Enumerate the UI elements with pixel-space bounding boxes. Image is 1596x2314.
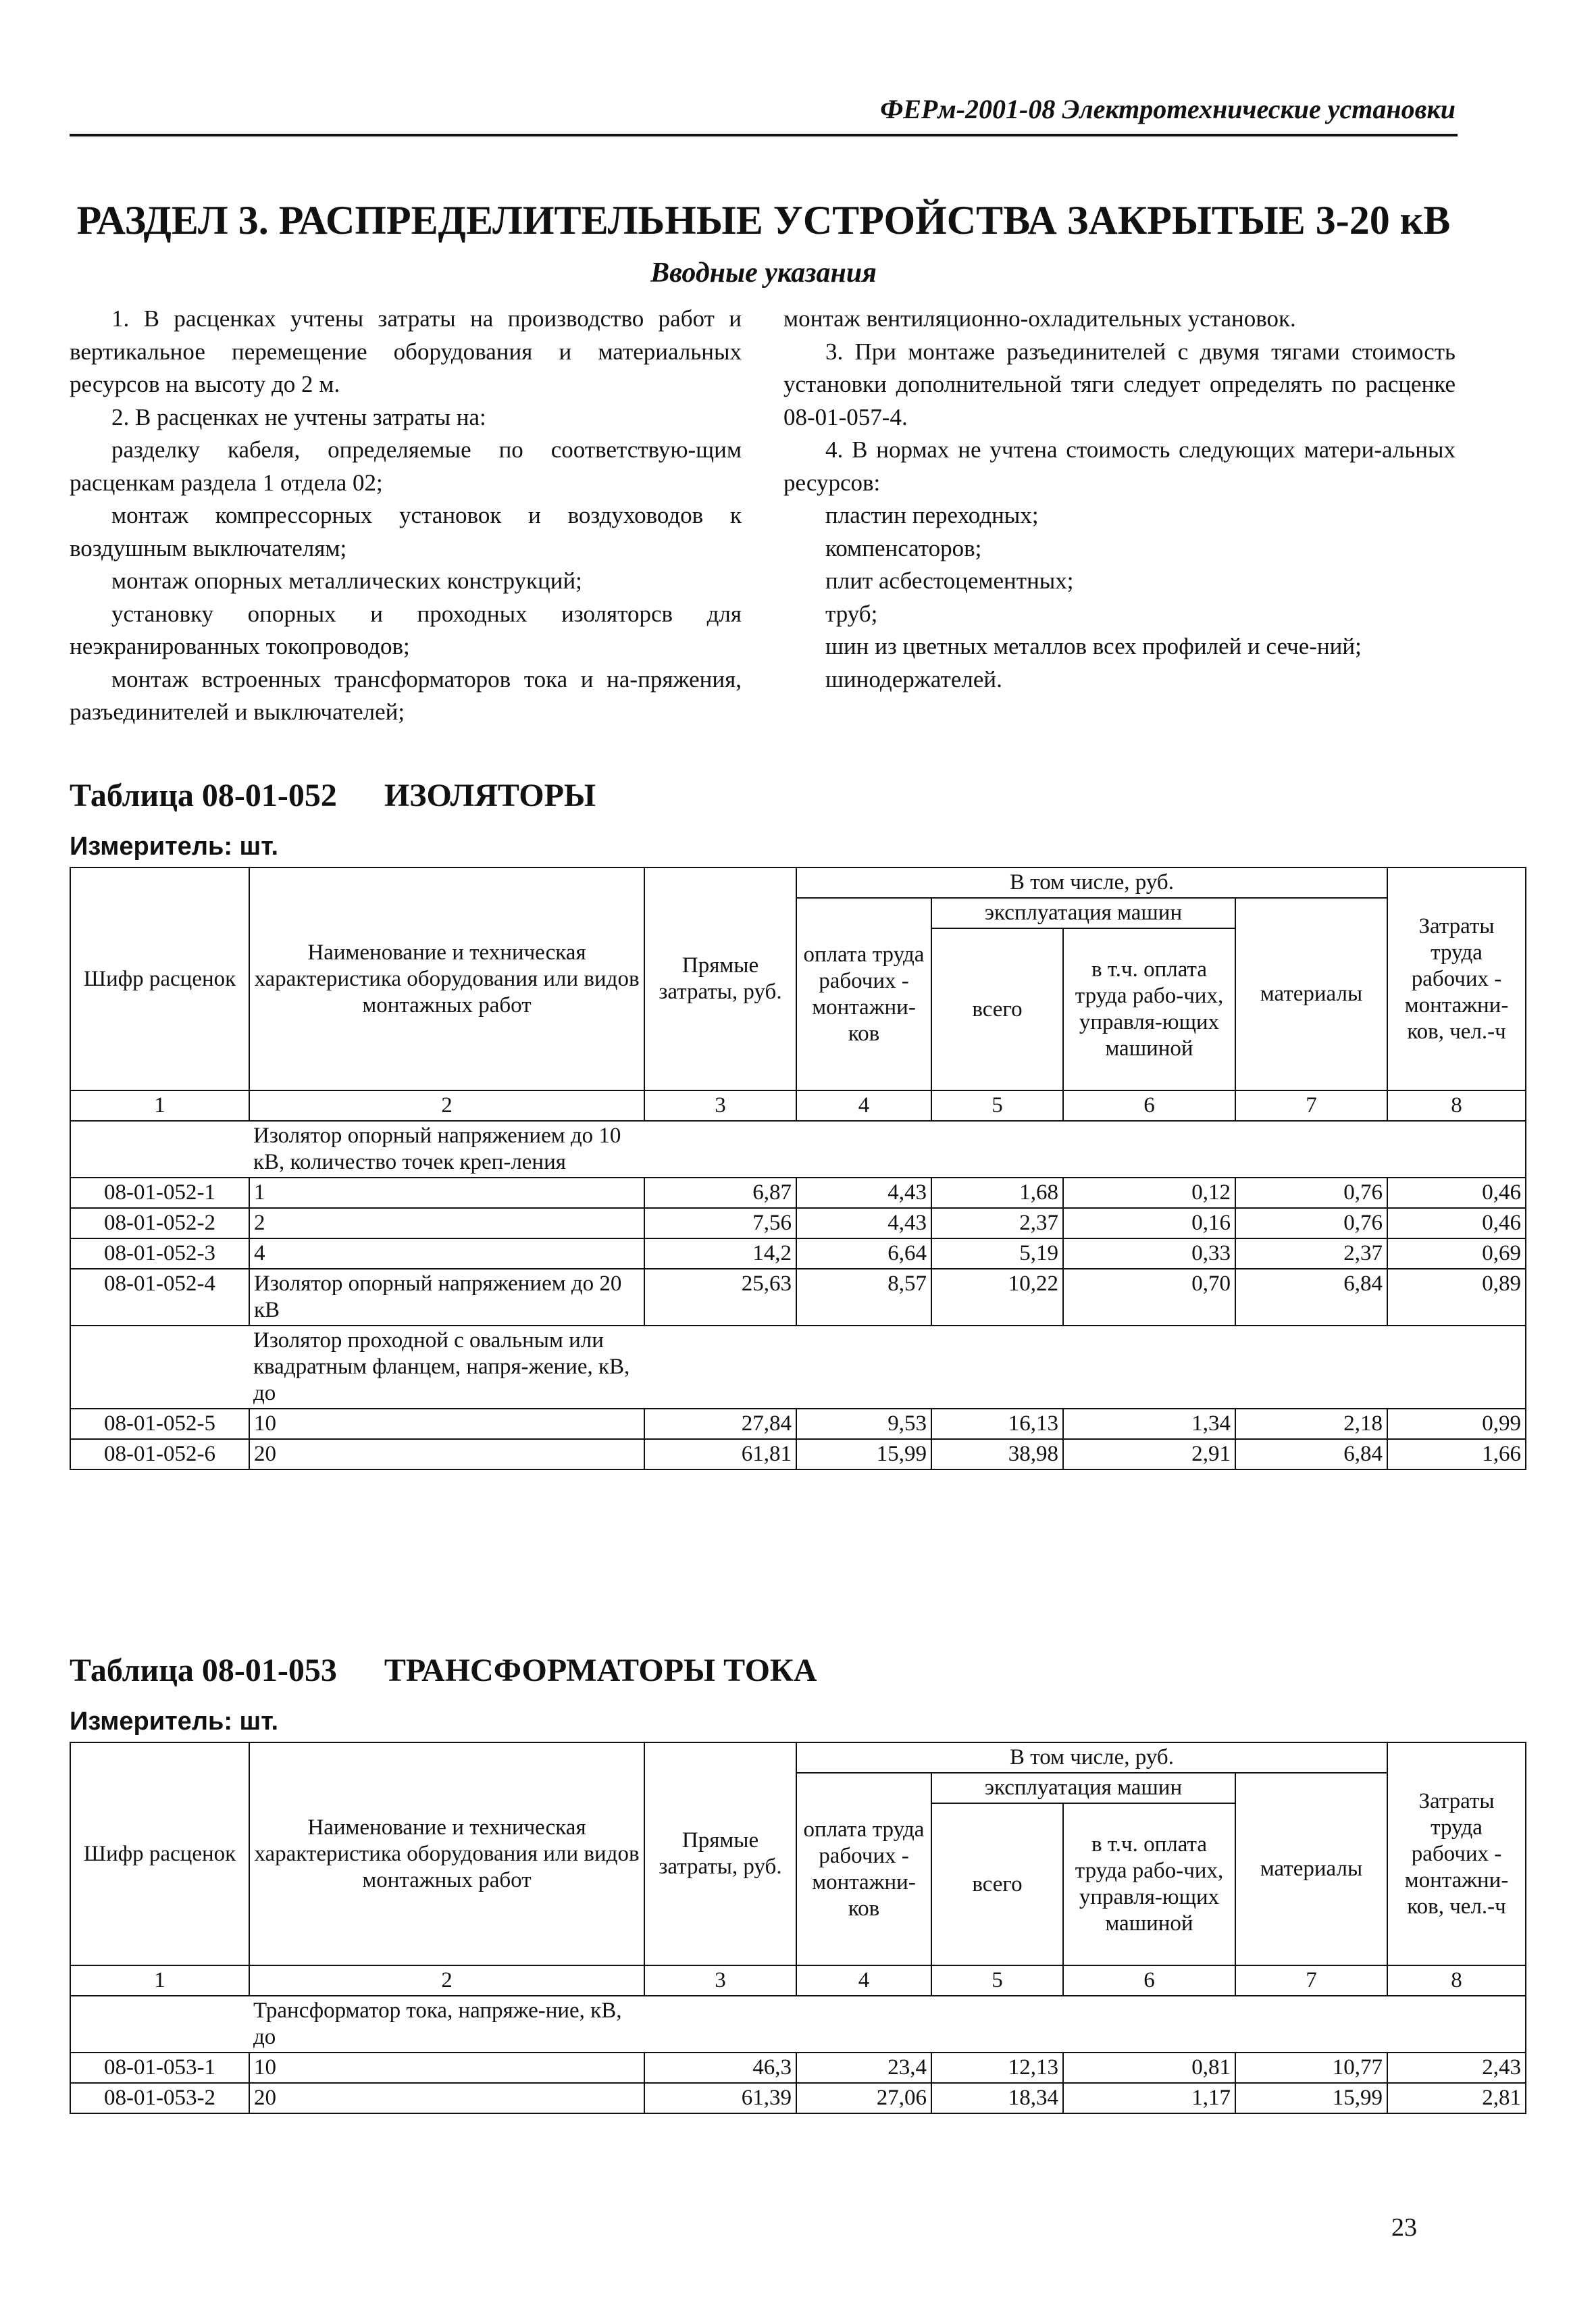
materials-cost: 0,76 xyxy=(1235,1178,1387,1208)
machines-cost: 10,22 xyxy=(931,1269,1063,1326)
intro-paragraph: монтаж опорных металлических конструкций; xyxy=(111,568,582,594)
table-row xyxy=(70,1409,1526,1439)
materials-cost: 6,84 xyxy=(1235,1269,1387,1326)
col-header-code: Шифр расценок xyxy=(70,867,249,1090)
direct-cost: 27,84 xyxy=(644,1409,796,1439)
operator-wages-cost: 1,17 xyxy=(1063,2083,1235,2113)
rate-name: 1 xyxy=(249,1178,644,1208)
group-text: Изолятор опорный напряжением до 10 кВ, количество точек креп-ления xyxy=(253,1124,621,1174)
col-header-name: Наименование и техническая характеристика оборудования или видов монтажных работ xyxy=(249,867,644,1090)
intro-paragraph: монтаж встроенных трансформаторов тока и на-пряжения, разъединителей и выключателей; xyxy=(70,665,742,725)
wages-cost: 27,06 xyxy=(796,2083,931,2113)
labor-hours: 0,99 xyxy=(1387,1409,1526,1439)
column-index: 6 xyxy=(1063,1090,1235,1121)
rate-code: 08-01-052-3 xyxy=(70,1238,249,1269)
materials-cost: 15,99 xyxy=(1235,2083,1387,2113)
intro-paragraph: плит асбестоцементных; xyxy=(825,568,1074,594)
col-header-materials: материалы xyxy=(1235,898,1387,1090)
column-index: 3 xyxy=(644,1090,796,1121)
column-index: 1 xyxy=(70,1965,249,1996)
materials-cost: 2,37 xyxy=(1235,1238,1387,1269)
table-row xyxy=(70,1178,1526,1208)
column-index: 2 xyxy=(249,1965,644,1996)
intro-paragraph: шинодержателей. xyxy=(825,665,1002,693)
column-index: 8 xyxy=(1387,1090,1526,1121)
labor-hours: 2,43 xyxy=(1387,2053,1526,2083)
operator-wages-cost: 0,33 xyxy=(1063,1238,1235,1269)
col-header-code: Шифр расценок xyxy=(70,1742,249,1965)
col-header-machines: эксплуатация машин xyxy=(931,898,1235,928)
wages-cost: 4,43 xyxy=(796,1178,931,1208)
group-text: Изолятор проходной с овальным или квадратным фланцем, напря-жение, кВ, до xyxy=(253,1328,630,1405)
labor-hours: 1,66 xyxy=(1387,1439,1526,1469)
rate-name: 10 xyxy=(249,2053,644,2083)
col-header-operator-wages: в т.ч. оплата труда рабо-чих, управля-ющих машиной xyxy=(1063,928,1235,1090)
table-number: Таблица 08-01-053 xyxy=(70,1653,337,1688)
operator-wages-cost: 1,34 xyxy=(1063,1409,1235,1439)
intro-paragraph: шин из цветных металлов всех профилей и сече-ний; xyxy=(825,633,1362,659)
machines-cost: 2,37 xyxy=(931,1208,1063,1238)
column-index: 1 xyxy=(70,1090,249,1121)
rates-table-insulators xyxy=(70,867,1526,1470)
intro-paragraph: пластин переходных; xyxy=(825,502,1039,528)
col-header-direct: Прямые затраты, руб. xyxy=(644,1742,796,1965)
intro-paragraph: установку опорных и проходных изоляторсв для неэкранированных токопроводов; xyxy=(70,600,742,659)
direct-cost: 7,56 xyxy=(644,1208,796,1238)
column-index: 8 xyxy=(1387,1965,1526,1996)
machines-cost: 18,34 xyxy=(931,2083,1063,2113)
intro-paragraph: разделку кабеля, определяемые по соответствую-щим расценкам раздела 1 отдела 02; xyxy=(70,436,742,496)
operator-wages-cost: 2,91 xyxy=(1063,1439,1235,1469)
column-index: 4 xyxy=(796,1090,931,1121)
col-header-materials: материалы xyxy=(1235,1773,1387,1965)
group-label xyxy=(249,1121,1526,1178)
wages-cost: 9,53 xyxy=(796,1409,931,1439)
intro-paragraph: 4. В нормах не учтена стоимость следующих матери-альных ресурсов: xyxy=(783,436,1456,496)
rate-code: 08-01-052-4 xyxy=(70,1269,249,1326)
col-header-machines: эксплуатация машин xyxy=(931,1773,1235,1803)
intro-paragraph: 1. В расценках учтены затраты на производство работ и вертикальное перемещение оборудования и материальных ресурсов на высоту до 2 м. xyxy=(70,305,742,397)
table-title xyxy=(70,1652,817,1689)
group-row xyxy=(70,1326,1526,1409)
materials-cost: 0,76 xyxy=(1235,1208,1387,1238)
rate-name: 4 xyxy=(249,1238,644,1269)
rate-name: Изолятор опорный напряжением до 20 кВ xyxy=(249,1269,644,1326)
labor-hours: 0,46 xyxy=(1387,1208,1526,1238)
materials-cost: 6,84 xyxy=(1235,1439,1387,1469)
labor-hours: 2,81 xyxy=(1387,2083,1526,2113)
page-number: 23 xyxy=(1391,2213,1417,2242)
group-row xyxy=(70,1996,1526,2053)
column-index: 7 xyxy=(1235,1965,1387,1996)
col-header-wages: оплата труда рабочих - монтажни-ков xyxy=(796,898,931,1090)
table-measure: Измеритель: шт. xyxy=(70,1707,279,1736)
table-measure: Измеритель: шт. xyxy=(70,832,279,861)
table-row xyxy=(70,2083,1526,2113)
labor-hours: 0,69 xyxy=(1387,1238,1526,1269)
direct-cost: 61,81 xyxy=(644,1439,796,1469)
wages-cost: 15,99 xyxy=(796,1439,931,1469)
rate-name: 20 xyxy=(249,2083,644,2113)
operator-wages-cost: 0,70 xyxy=(1063,1269,1235,1326)
table-name: ТРАНСФОРМАТОРЫ ТОКА xyxy=(384,1653,817,1688)
rate-code: 08-01-052-6 xyxy=(70,1439,249,1469)
header-rule xyxy=(70,134,1458,136)
rate-code: 08-01-052-2 xyxy=(70,1208,249,1238)
column-index: 4 xyxy=(796,1965,931,1996)
col-header-operator-wages: в т.ч. оплата труда рабо-чих, управля-ющих машиной xyxy=(1063,1803,1235,1965)
group-label xyxy=(249,1996,1526,2053)
column-index: 2 xyxy=(249,1090,644,1121)
col-header-direct: Прямые затраты, руб. xyxy=(644,867,796,1090)
table-row xyxy=(70,1439,1526,1469)
col-header-name: Наименование и техническая характеристика оборудования или видов монтажных работ xyxy=(249,1742,644,1965)
rate-code: 08-01-053-1 xyxy=(70,2053,249,2083)
group-label xyxy=(249,1326,1526,1409)
group-row xyxy=(70,1121,1526,1178)
group-text: Трансформатор тока, напряже-ние, кВ, до xyxy=(253,1998,622,2049)
column-index: 6 xyxy=(1063,1965,1235,1996)
labor-hours: 0,46 xyxy=(1387,1178,1526,1208)
running-head: ФЕРм-2001-08 Электротехнические установки xyxy=(880,94,1456,124)
table-title xyxy=(70,777,596,814)
col-header-labor: Затраты труда рабочих - монтажни-ков, чел.-ч xyxy=(1387,1742,1526,1965)
operator-wages-cost: 0,16 xyxy=(1063,1208,1235,1238)
col-header-including: В том числе, руб. xyxy=(796,867,1387,898)
intro-paragraph: монтаж вентиляционно-охладительных установок. xyxy=(783,305,1296,332)
machines-cost: 38,98 xyxy=(931,1439,1063,1469)
col-header-total: всего xyxy=(931,928,1063,1090)
column-index: 7 xyxy=(1235,1090,1387,1121)
section-subtitle: Вводные указания xyxy=(650,257,877,288)
direct-cost: 46,3 xyxy=(644,2053,796,2083)
col-header-labor: Затраты труда рабочих - монтажни-ков, чел.-ч xyxy=(1387,867,1526,1090)
rates-table-current-transformers xyxy=(70,1742,1526,2114)
column-index: 3 xyxy=(644,1965,796,1996)
operator-wages-cost: 0,12 xyxy=(1063,1178,1235,1208)
rate-name: 2 xyxy=(249,1208,644,1238)
direct-cost: 6,87 xyxy=(644,1178,796,1208)
labor-hours: 0,89 xyxy=(1387,1269,1526,1326)
intro-paragraph: монтаж компрессорных установок и воздуховодов к воздушным выключателям; xyxy=(70,502,742,561)
rate-name: 20 xyxy=(249,1439,644,1469)
materials-cost: 2,18 xyxy=(1235,1409,1387,1439)
table-number: Таблица 08-01-052 xyxy=(70,778,337,813)
section-title: РАЗДЕЛ 3. РАСПРЕДЕЛИТЕЛЬНЫЕ УСТРОЙСТВА ЗАКРЫТЫЕ 3-20 кВ xyxy=(76,198,1451,243)
intro-right-column xyxy=(783,303,1456,696)
direct-cost: 61,39 xyxy=(644,2083,796,2113)
wages-cost: 8,57 xyxy=(796,1269,931,1326)
wages-cost: 4,43 xyxy=(796,1208,931,1238)
intro-left-column xyxy=(70,303,742,729)
column-index: 5 xyxy=(931,1090,1063,1121)
intro-paragraph: труб; xyxy=(825,600,878,627)
rate-code: 08-01-053-2 xyxy=(70,2083,249,2113)
column-index-row xyxy=(70,1965,1526,1996)
machines-cost: 16,13 xyxy=(931,1409,1063,1439)
col-header-wages: оплата труда рабочих - монтажни-ков xyxy=(796,1773,931,1965)
intro-paragraph: компенсаторов; xyxy=(825,534,982,561)
column-index-row xyxy=(70,1090,1526,1121)
rate-name: 10 xyxy=(249,1409,644,1439)
rate-code: 08-01-052-1 xyxy=(70,1178,249,1208)
machines-cost: 12,13 xyxy=(931,2053,1063,2083)
direct-cost: 25,63 xyxy=(644,1269,796,1326)
column-index: 5 xyxy=(931,1965,1063,1996)
wages-cost: 23,4 xyxy=(796,2053,931,2083)
direct-cost: 14,2 xyxy=(644,1238,796,1269)
rate-code: 08-01-052-5 xyxy=(70,1409,249,1439)
machines-cost: 1,68 xyxy=(931,1178,1063,1208)
table-name: ИЗОЛЯТОРЫ xyxy=(384,778,596,813)
intro-paragraph: 3. При монтаже разъединителей с двумя тягами стоимость установки дополнительной тяги следует определять по расценке 08-01-057-4. xyxy=(783,338,1456,430)
table-row xyxy=(70,2053,1526,2083)
intro-paragraph: 2. В расценках не учтены затраты на: xyxy=(111,403,486,430)
materials-cost: 10,77 xyxy=(1235,2053,1387,2083)
col-header-including: В том числе, руб. xyxy=(796,1742,1387,1773)
table-row xyxy=(70,1208,1526,1238)
operator-wages-cost: 0,81 xyxy=(1063,2053,1235,2083)
machines-cost: 5,19 xyxy=(931,1238,1063,1269)
wages-cost: 6,64 xyxy=(796,1238,931,1269)
col-header-total: всего xyxy=(931,1803,1063,1965)
table-row xyxy=(70,1269,1526,1326)
table-row xyxy=(70,1238,1526,1269)
